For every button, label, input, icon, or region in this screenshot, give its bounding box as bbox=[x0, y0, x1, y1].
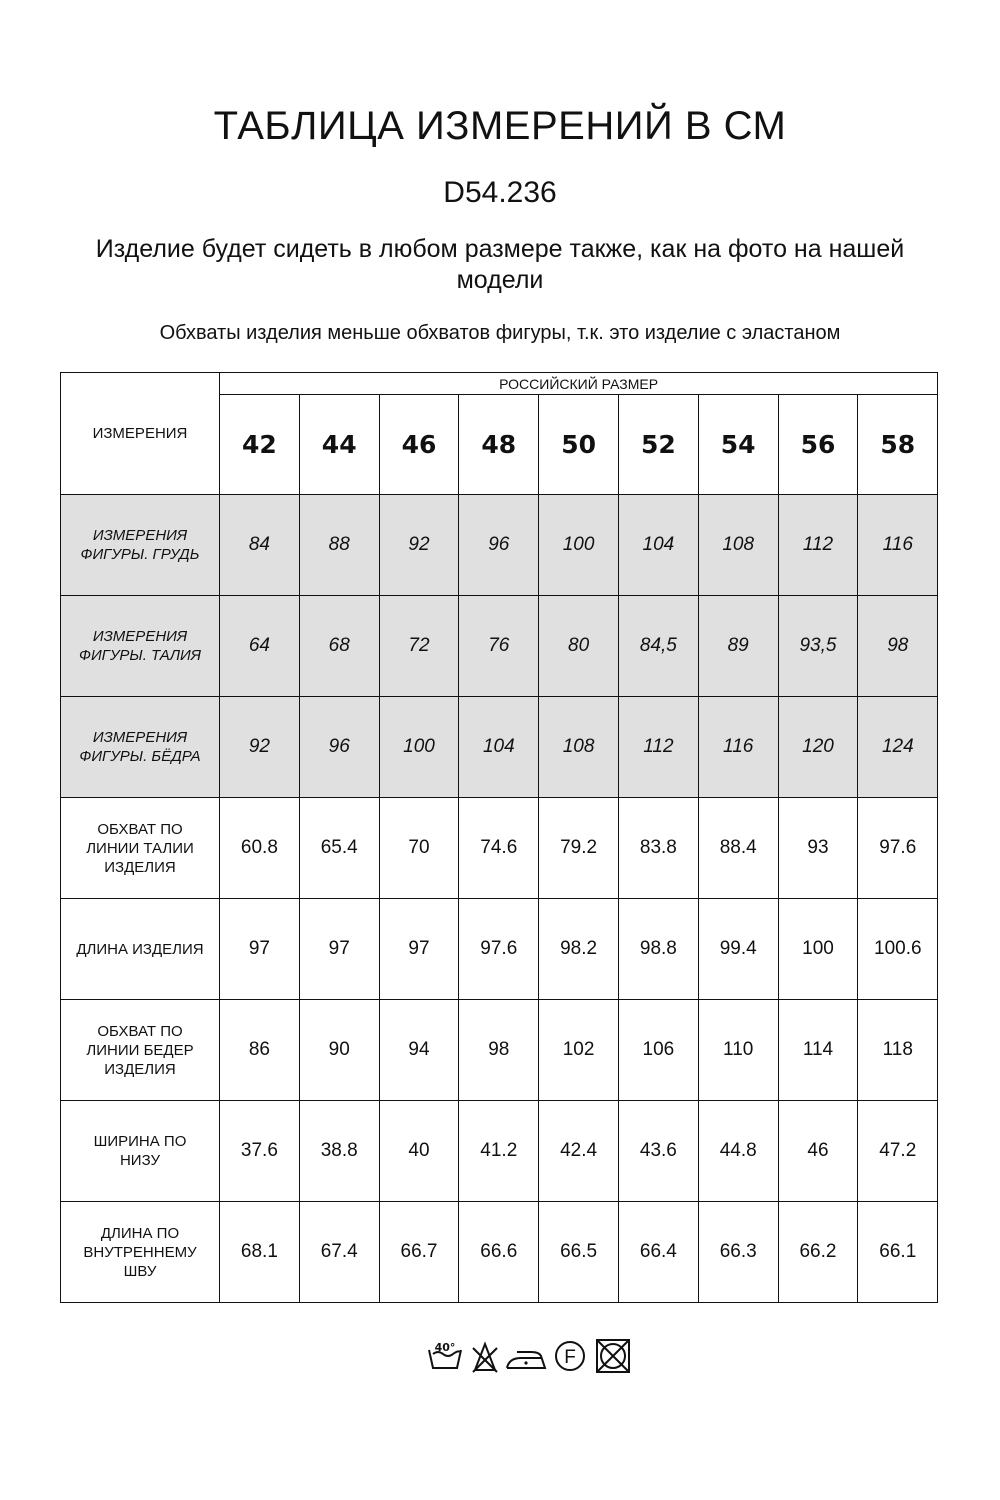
table-cell: 96 bbox=[459, 495, 539, 596]
table-cell: 86 bbox=[220, 1000, 300, 1101]
table-cell: 92 bbox=[220, 697, 300, 798]
table-cell: 66.1 bbox=[858, 1202, 938, 1303]
table-cell: 98 bbox=[858, 596, 938, 697]
table-cell: 112 bbox=[618, 697, 698, 798]
table-cell: 46 bbox=[778, 1101, 858, 1202]
row-label-line: ВНУТРЕННЕМУ bbox=[83, 1243, 197, 1261]
table-cell: 68 bbox=[299, 596, 379, 697]
size-header-cell: 46 bbox=[379, 395, 459, 495]
table-cell: 66.3 bbox=[698, 1202, 778, 1303]
table-cell: 116 bbox=[698, 697, 778, 798]
table-cell: 97.6 bbox=[858, 798, 938, 899]
row-label bbox=[61, 1101, 220, 1202]
iron-low-icon bbox=[507, 1352, 545, 1368]
row-label-line: ЛИНИИ БЕДЕР bbox=[86, 1041, 194, 1059]
row-label bbox=[61, 1000, 220, 1101]
size-system-header: РОССИЙСКИЙ РАЗМЕР bbox=[220, 373, 938, 395]
size-header-cell: 52 bbox=[618, 395, 698, 495]
table-cell: 97 bbox=[379, 899, 459, 1000]
table-row bbox=[61, 596, 938, 697]
table-cell: 76 bbox=[459, 596, 539, 697]
table-cell: 93,5 bbox=[778, 596, 858, 697]
table-cell: 104 bbox=[618, 495, 698, 596]
row-label-line: ИЗДЕЛИЯ bbox=[104, 1060, 176, 1078]
size-header-cell: 54 bbox=[698, 395, 778, 495]
table-cell: 96 bbox=[299, 697, 379, 798]
table-cell: 66.7 bbox=[379, 1202, 459, 1303]
table-cell: 98.2 bbox=[539, 899, 619, 1000]
page-title: ТАБЛИЦА ИЗМЕРЕНИЙ В СМ bbox=[213, 104, 787, 148]
table-cell: 94 bbox=[379, 1000, 459, 1101]
table-cell: 98.8 bbox=[618, 899, 698, 1000]
table-cell: 99.4 bbox=[698, 899, 778, 1000]
row-label-line: НИЗУ bbox=[119, 1152, 161, 1169]
table-cell: 66.4 bbox=[618, 1202, 698, 1303]
row-label-line: ФИГУРЫ. ГРУДЬ bbox=[80, 546, 200, 563]
row-label-line: ДЛИНА ПО bbox=[100, 1224, 180, 1242]
table-cell: 108 bbox=[698, 495, 778, 596]
table-cell: 97 bbox=[299, 899, 379, 1000]
row-label-line: ИЗМЕРЕНИЯ bbox=[92, 628, 188, 645]
table-cell: 89 bbox=[698, 596, 778, 697]
table-cell: 42.4 bbox=[539, 1101, 619, 1202]
table-cell: 43.6 bbox=[618, 1101, 698, 1202]
table-cell: 114 bbox=[778, 1000, 858, 1101]
size-header-cell: 58 bbox=[858, 395, 938, 495]
row-label-line: ШВУ bbox=[123, 1262, 157, 1280]
row-label bbox=[61, 798, 220, 899]
table-cell: 106 bbox=[618, 1000, 698, 1101]
row-label-line: ОБХВАТ ПО bbox=[97, 820, 183, 838]
table-cell: 60.8 bbox=[220, 798, 300, 899]
table-cell: 68.1 bbox=[220, 1202, 300, 1303]
table-cell: 47.2 bbox=[858, 1101, 938, 1202]
row-label bbox=[61, 697, 220, 798]
table-row bbox=[61, 1202, 938, 1303]
measure-header: ИЗМЕРЕНИЯ bbox=[61, 373, 220, 495]
table-cell: 120 bbox=[778, 697, 858, 798]
row-label-line: ЛИНИИ ТАЛИИ bbox=[86, 839, 194, 857]
size-header-cell: 56 bbox=[778, 395, 858, 495]
table-cell: 102 bbox=[539, 1000, 619, 1101]
table-cell: 88.4 bbox=[698, 798, 778, 899]
table-cell: 124 bbox=[858, 697, 938, 798]
table-cell: 44.8 bbox=[698, 1101, 778, 1202]
table-cell: 41.2 bbox=[459, 1101, 539, 1202]
table-cell: 90 bbox=[299, 1000, 379, 1101]
table-cell: 65.4 bbox=[299, 798, 379, 899]
row-label-line: ФИГУРЫ. ТАЛИЯ bbox=[79, 647, 201, 664]
table-cell: 92 bbox=[379, 495, 459, 596]
table-cell: 80 bbox=[539, 596, 619, 697]
table-cell: 100 bbox=[778, 899, 858, 1000]
table-cell: 37.6 bbox=[220, 1101, 300, 1202]
table-cell: 100 bbox=[379, 697, 459, 798]
table-cell: 83.8 bbox=[618, 798, 698, 899]
svg-text:F: F bbox=[564, 1347, 576, 1368]
table-cell: 66.2 bbox=[778, 1202, 858, 1303]
table-cell: 67.4 bbox=[299, 1202, 379, 1303]
wash-40-icon bbox=[429, 1341, 461, 1368]
table-cell: 72 bbox=[379, 596, 459, 697]
table-cell: 104 bbox=[459, 697, 539, 798]
no-tumble-dry-icon bbox=[597, 1340, 629, 1372]
table-row bbox=[61, 697, 938, 798]
table-cell: 64 bbox=[220, 596, 300, 697]
table-cell: 74.6 bbox=[459, 798, 539, 899]
row-label-line: ДЛИНА ИЗДЕЛИЯ bbox=[76, 940, 204, 958]
table-cell: 79.2 bbox=[539, 798, 619, 899]
table-cell: 100.6 bbox=[858, 899, 938, 1000]
row-label bbox=[61, 899, 220, 1000]
row-label bbox=[61, 495, 220, 596]
row-label-line: ИЗМЕРЕНИЯ bbox=[92, 729, 188, 746]
row-label bbox=[61, 596, 220, 697]
size-table bbox=[60, 372, 938, 1303]
table-row bbox=[61, 495, 938, 596]
table-row bbox=[61, 899, 938, 1000]
row-label-line: ИЗМЕРЕНИЯ bbox=[92, 527, 188, 544]
table-row bbox=[61, 798, 938, 899]
table-cell: 108 bbox=[539, 697, 619, 798]
row-label-line: ИЗДЕЛИЯ bbox=[104, 858, 176, 876]
svg-text:40°: 40° bbox=[434, 1341, 456, 1354]
product-code: D54.236 bbox=[443, 176, 557, 209]
table-cell: 112 bbox=[778, 495, 858, 596]
table-cell: 40 bbox=[379, 1101, 459, 1202]
table-cell: 98 bbox=[459, 1000, 539, 1101]
elastane-note: Обхваты изделия меньше обхватов фигуры, т.к. это изделие с эластаном bbox=[159, 322, 841, 344]
no-bleach-icon bbox=[473, 1344, 497, 1372]
row-label-line: ФИГУРЫ. БЁДРА bbox=[79, 748, 201, 765]
row-label-line: ШИРИНА ПО bbox=[93, 1133, 187, 1150]
table-cell: 110 bbox=[698, 1000, 778, 1101]
dry-clean-f-icon bbox=[556, 1342, 584, 1370]
row-label bbox=[61, 1202, 220, 1303]
table-row bbox=[61, 1101, 938, 1202]
size-header-cell: 48 bbox=[459, 395, 539, 495]
table-cell: 97.6 bbox=[459, 899, 539, 1000]
table-cell: 93 bbox=[778, 798, 858, 899]
table-cell: 66.6 bbox=[459, 1202, 539, 1303]
table-cell: 116 bbox=[858, 495, 938, 596]
table-cell: 84 bbox=[220, 495, 300, 596]
row-label-line: ОБХВАТ ПО bbox=[97, 1022, 183, 1040]
table-cell: 88 bbox=[299, 495, 379, 596]
care-symbols bbox=[427, 1334, 637, 1376]
table-cell: 38.8 bbox=[299, 1101, 379, 1202]
table-cell: 70 bbox=[379, 798, 459, 899]
table-cell: 100 bbox=[539, 495, 619, 596]
size-header-cell: 44 bbox=[299, 395, 379, 495]
table-cell: 97 bbox=[220, 899, 300, 1000]
table-row bbox=[61, 1000, 938, 1101]
table-cell: 118 bbox=[858, 1000, 938, 1101]
table-cell: 84,5 bbox=[618, 596, 698, 697]
fit-note: Изделие будет сидеть в любом размере также, как на фото на нашей модели bbox=[95, 235, 905, 294]
size-header-cell: 42 bbox=[220, 395, 300, 495]
size-header-cell: 50 bbox=[539, 395, 619, 495]
table-cell: 66.5 bbox=[539, 1202, 619, 1303]
